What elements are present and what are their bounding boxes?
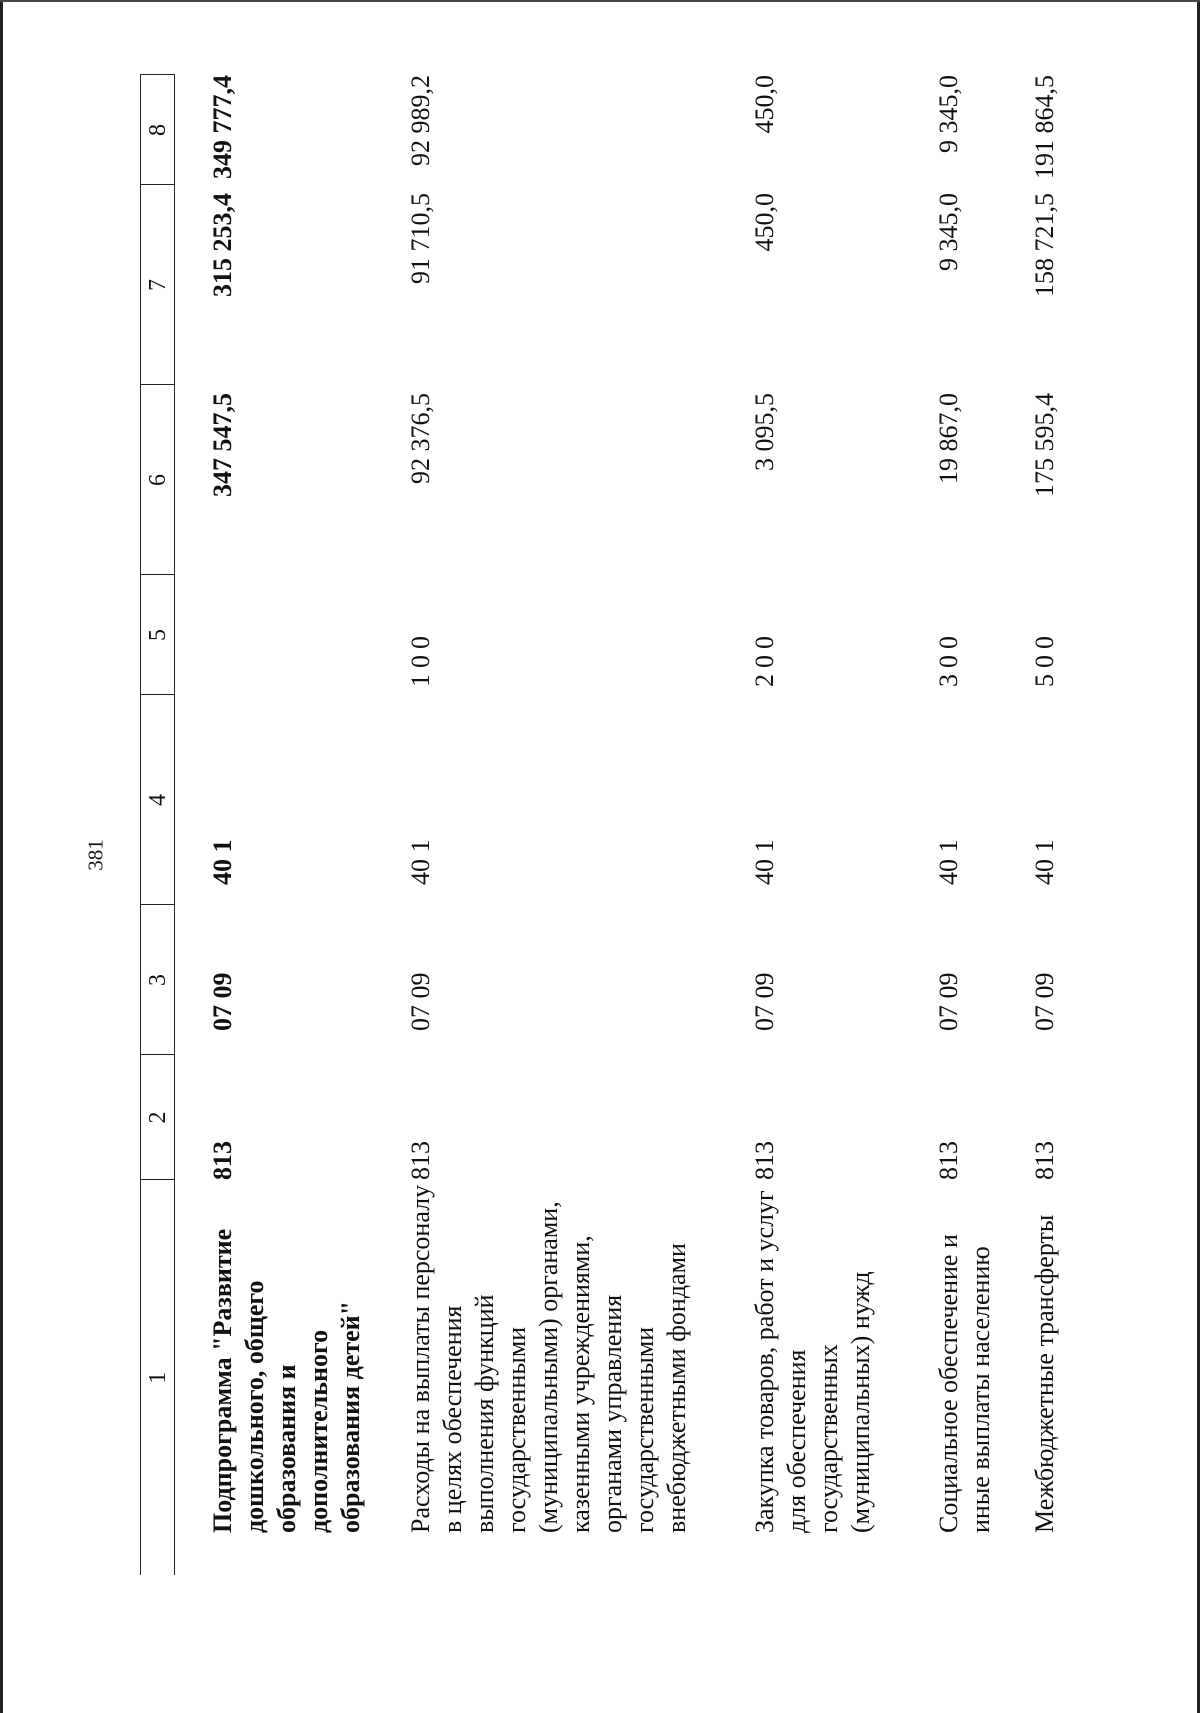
page-number: 381 [83, 839, 108, 871]
row-vr: 100 [406, 630, 435, 687]
scan-edge-top [0, 0, 1200, 2]
header-col-1: 1 [141, 1180, 175, 1575]
row-vr: 500 [1030, 630, 1059, 687]
header-row [141, 75, 175, 1575]
row-rzpr: 07 09 [750, 972, 779, 1031]
row-year1: 19 867,0 [934, 393, 963, 484]
row-name: Межбюджетные трансферты [1030, 1214, 1059, 1533]
row-year2: 315 253,4 [208, 193, 237, 297]
row-year3: 191 864,5 [1030, 75, 1059, 179]
header-col-6: 6 [141, 385, 175, 575]
row-year2: 91 710,5 [406, 193, 435, 284]
row-rzpr: 07 09 [1030, 972, 1059, 1031]
table-row [877, 75, 997, 1575]
row-year3: 450,0 [750, 75, 779, 134]
header-col-3: 3 [141, 905, 175, 1055]
row-csr: 40 1 [406, 839, 435, 885]
header-col-8: 8 [141, 75, 175, 185]
row-ved: 813 [208, 1141, 237, 1180]
row-ved: 813 [750, 1141, 779, 1180]
table-row [693, 75, 877, 1575]
scan-edge-left [0, 0, 3, 1713]
row-rzpr: 07 09 [406, 972, 435, 1031]
row-year3: 349 777,4 [208, 75, 237, 179]
table-row [367, 75, 693, 1575]
row-rzpr: 07 09 [934, 972, 963, 1031]
row-year1: 92 376,5 [406, 393, 435, 484]
row-vr [175, 575, 368, 695]
table-row [997, 75, 1061, 1575]
header-col-7: 7 [141, 185, 175, 385]
header-col-2: 2 [141, 1055, 175, 1180]
row-ved: 813 [406, 1141, 435, 1180]
row-name: Подпрограмма "Развитие дошкольного, общего образования и дополнительного образования детей" [208, 1228, 365, 1533]
row-name: Социальное обеспечение и иные выплаты населению [934, 1234, 995, 1533]
row-csr: 40 1 [1030, 839, 1059, 885]
row-name: Закупка товаров, работ и услуг для обеспечения государственных (муниципальных) нужд [750, 1190, 875, 1533]
row-rzpr: 07 09 [208, 972, 237, 1031]
row-year2: 9 345,0 [934, 193, 963, 271]
row-year2: 450,0 [750, 193, 779, 252]
row-csr: 40 1 [208, 839, 237, 885]
row-name: Расходы на выплаты персоналу в целях обеспечения выполнения функций государственными (муниципальными) органами, казенными учреждениями, органами управления государственными внебюджетными фондами [406, 1184, 691, 1533]
row-year3: 92 989,2 [406, 75, 435, 166]
row-year3: 9 345,0 [934, 75, 963, 153]
row-year1: 175 595,4 [1030, 393, 1059, 497]
budget-table [140, 75, 1061, 1576]
row-vr: 300 [934, 630, 963, 687]
row-ved: 813 [1030, 1141, 1059, 1180]
row-ved: 813 [934, 1141, 963, 1180]
header-col-5: 5 [141, 575, 175, 695]
row-year1: 347 547,5 [208, 393, 237, 497]
row-year2: 158 721,5 [1030, 193, 1059, 297]
row-year1: 3 095,5 [750, 393, 779, 471]
rotated-table-container [140, 75, 1170, 1575]
row-vr: 200 [750, 630, 779, 687]
table-row [175, 75, 368, 1575]
row-csr: 40 1 [750, 839, 779, 885]
header-col-4: 4 [141, 695, 175, 905]
row-csr: 40 1 [934, 839, 963, 885]
